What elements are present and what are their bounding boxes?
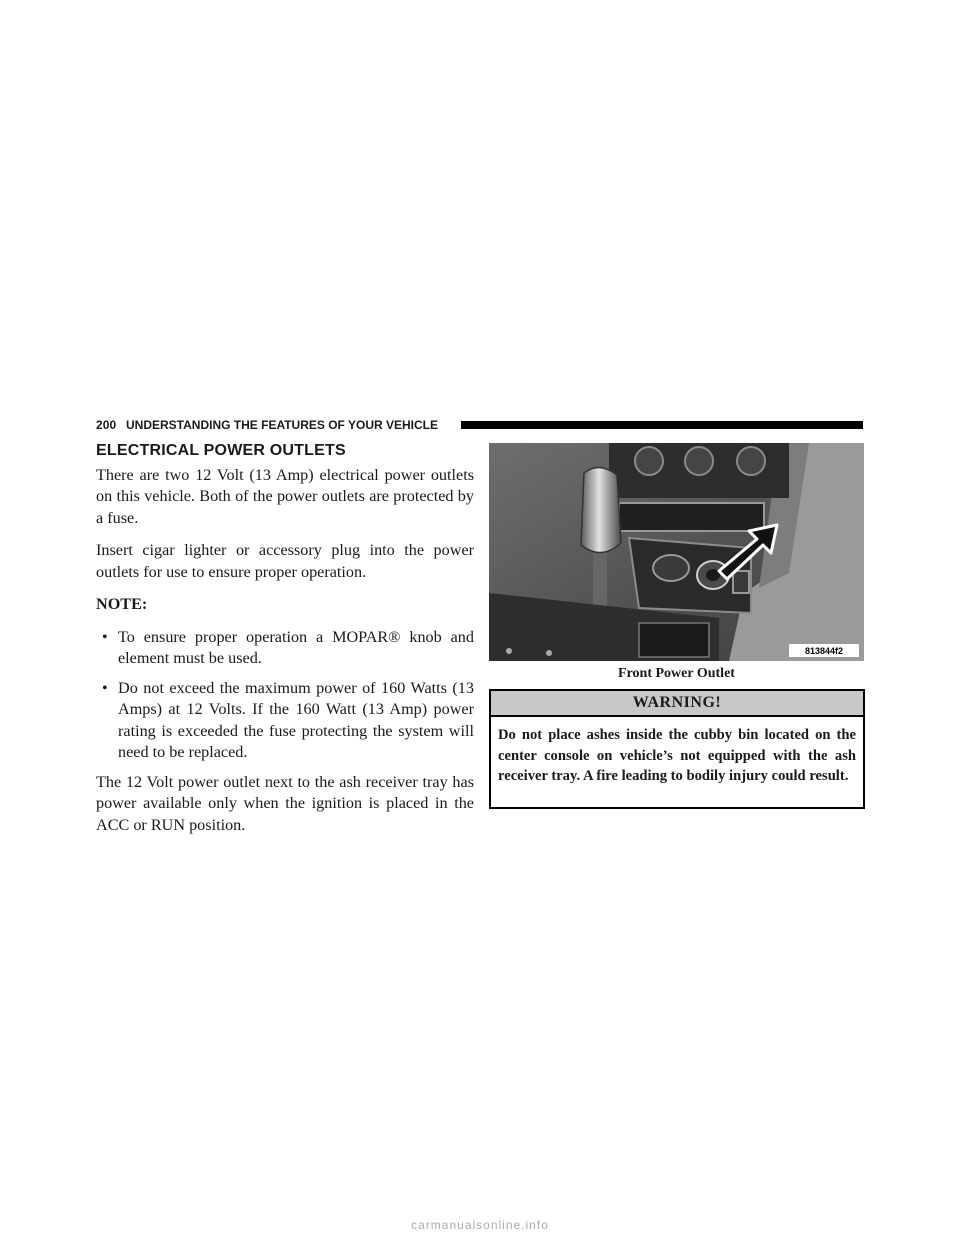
running-title: UNDERSTANDING THE FEATURES OF YOUR VEHICLE bbox=[126, 418, 439, 432]
page-number: 200 bbox=[96, 418, 117, 432]
list-item bbox=[96, 678, 474, 764]
bullet-icon: • bbox=[102, 627, 108, 646]
bullet-icon: • bbox=[102, 678, 108, 697]
power-outlet-photo bbox=[489, 443, 864, 661]
paragraph-plug: Insert cigar lighter or accessory plug into the power outlets for use to ensure proper operation. bbox=[96, 541, 474, 581]
bullet-text: Do not exceed the maximum power of 160 Watts (13 Amps) at 12 Volts. If the 160 Watt (13 Amp) power rating is exceeded the fuse protecting the system will need to be replaced. bbox=[118, 678, 474, 761]
figure-code: 813844f2 bbox=[804, 646, 844, 656]
paragraph-intro: There are two 12 Volt (13 Amp) electrical power outlets on this vehicle. Both of the power outlets are protected by a fuse. bbox=[96, 465, 474, 527]
page-header bbox=[96, 418, 863, 434]
warning-title: WARNING! bbox=[491, 691, 863, 717]
console-illustration bbox=[489, 443, 864, 661]
section-heading: ELECTRICAL POWER OUTLETS bbox=[96, 442, 346, 459]
warning-box bbox=[489, 689, 865, 809]
body-column bbox=[96, 440, 474, 847]
bullet-text: To ensure proper operation a MOPAR® knob and element must be used. bbox=[118, 627, 474, 667]
header-rule bbox=[461, 421, 863, 429]
list-item bbox=[96, 627, 474, 670]
figure-caption: Front Power Outlet bbox=[618, 666, 735, 681]
watermark: carmanualsonline.info bbox=[411, 1218, 549, 1232]
note-label: NOTE: bbox=[96, 595, 148, 613]
paragraph-ignition: The 12 Volt power outlet next to the ash receiver tray has power available only when the ignition is placed in the ACC or RUN position. bbox=[96, 772, 474, 834]
warning-text: Do not place ashes inside the cubby bin located on the center console on vehicle’s not equipped with the ash receiver tray. A fire leading to bodily injury could result. bbox=[498, 727, 856, 784]
